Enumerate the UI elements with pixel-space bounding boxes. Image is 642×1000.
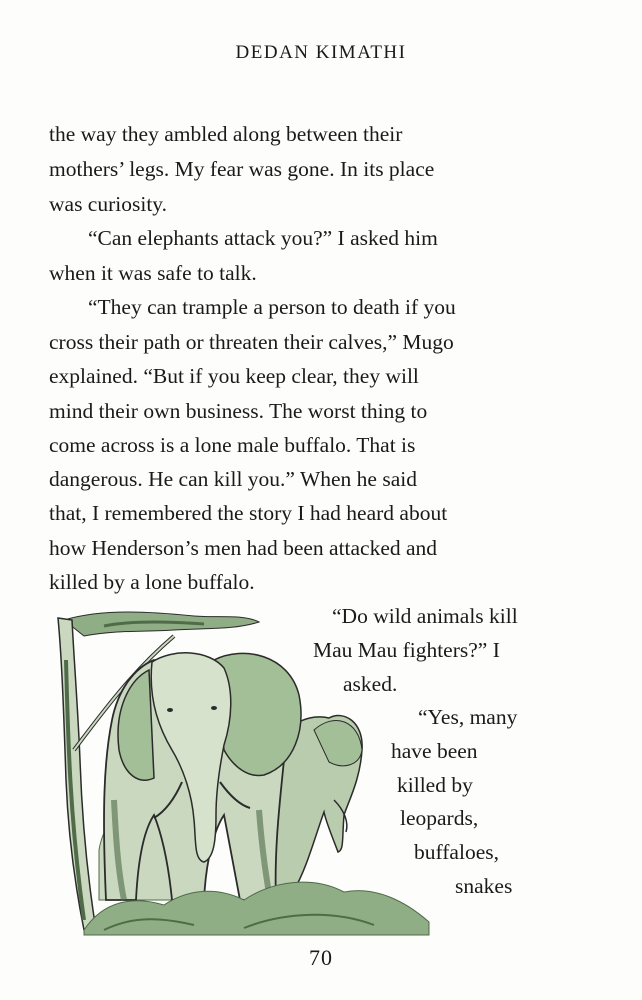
text-line: “Yes, many [418,705,518,729]
text-line: when it was safe to talk. [49,261,257,285]
tree-trunk [58,618,96,930]
adult-elephant-eye [211,706,217,710]
running-header: DEDAN KIMATHI [235,42,407,63]
text-line: killed by [397,773,473,797]
text-line: buffaloes, [414,840,499,864]
text-line: mind their own business. The worst thing to [49,399,428,423]
text-line: “They can trample a person to death if you [88,295,456,319]
text-line: that, I remembered the story I had heard about [49,501,448,525]
text-line: “Do wild animals kill [332,604,518,628]
text-line: killed by a lone buffalo. [49,570,255,594]
text-line: snakes [455,874,513,898]
elephants-illustration [44,600,439,940]
text-line: explained. “But if you keep clear, they will [49,364,419,388]
page-number: 70 [309,945,333,970]
text-line: asked. [343,672,398,696]
text-line: leopards, [400,806,479,830]
text-line: cross their path or threaten their calves,” Mugo [49,330,454,354]
text-line: the way they ambled along between their [49,122,403,146]
text-line: dangerous. He can kill you.” When he said [49,467,417,491]
text-line: how Henderson’s men had been attacked and [49,536,438,560]
text-line: have been [391,739,478,763]
tree-canopy [64,612,259,636]
text-line: mothers’ legs. My fear was gone. In its place [49,157,435,181]
text-line: Mau Mau fighters?” I [313,638,500,662]
adult-elephant-eye [167,708,173,712]
text-line: was curiosity. [49,192,168,216]
text-line: “Can elephants attack you?” I asked him [88,226,438,250]
text-line: come across is a lone male buffalo. That is [49,433,416,457]
